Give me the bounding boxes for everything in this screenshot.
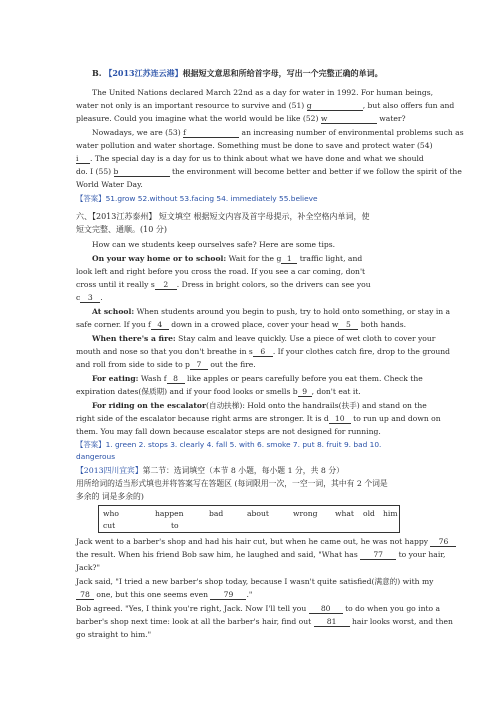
- blank-number: 2: [163, 280, 169, 289]
- blank-number: 80: [320, 604, 331, 613]
- para-line: [76, 617, 453, 627]
- para-line: [92, 307, 450, 317]
- word-bank-item: him: [383, 509, 398, 518]
- para-line: The United Nations declared March 22nd as a day for water in 1992. For human beings,: [92, 88, 434, 97]
- blank-9[interactable]: [298, 387, 312, 397]
- blank-80[interactable]: [309, 604, 343, 614]
- text: Jack went to a barber's shop and had his hair cut, but when he came out, he was not happy: [76, 537, 431, 546]
- heading-source: 【2013四川宜宾】: [76, 466, 143, 475]
- blank-number: 79: [223, 590, 234, 599]
- blank-51[interactable]: [307, 101, 363, 111]
- text: safe corner. If you f: [76, 320, 151, 329]
- section-b-heading: [92, 68, 383, 78]
- para-line: [76, 387, 361, 397]
- para-line: [76, 604, 440, 614]
- text: expiration dates(保质期) and if your food looks or smells b: [76, 387, 298, 396]
- para-line: World Water Day.: [76, 180, 143, 189]
- hint-letter: w: [320, 114, 328, 123]
- blank-number: 76: [438, 537, 449, 546]
- text: .: [100, 293, 103, 302]
- hint-letter: g: [306, 101, 312, 110]
- para-line: [76, 114, 406, 124]
- para-line: [76, 320, 406, 330]
- word-bank-box: [98, 505, 400, 533]
- text: an increasing number of environmental problems such as: [239, 128, 464, 137]
- blank-number: 77: [373, 550, 383, 559]
- para-line: [76, 101, 454, 111]
- word-bank-item: to: [171, 521, 179, 530]
- heading-source: 【2013江苏连云港】: [104, 68, 183, 78]
- word-bank-item: cut: [103, 521, 116, 530]
- text: (自动扶梯): Hold onto the handrails(扶手) and stand on the: [206, 401, 427, 410]
- word-bank-item: old: [363, 509, 375, 518]
- blank-78[interactable]: [76, 590, 94, 600]
- para-line: [76, 293, 103, 303]
- para-line: [76, 550, 445, 560]
- text: like apples or pears carefully before you eat them. Check the: [184, 374, 423, 383]
- answer-key-b: 【答案】51.grow 52.without 53.facing 54. immediately 55.believe: [76, 194, 318, 203]
- blank-number: 78: [80, 590, 90, 599]
- answer-key-six-cont: dangerous: [76, 452, 116, 461]
- text: the environment will become better and better if we follow the spirit of the: [169, 167, 462, 176]
- blank-79[interactable]: [210, 590, 246, 600]
- blank-7[interactable]: [190, 360, 208, 370]
- text: down in a crowed place, cover your head w: [168, 320, 339, 329]
- para-line: [92, 401, 427, 411]
- blank-54[interactable]: [76, 154, 90, 164]
- text: When students around you begin to push, try to hold onto something, or stay in a: [134, 307, 451, 316]
- section-sc-heading: [76, 466, 344, 476]
- para-line: [92, 254, 362, 264]
- heading-prefix: B.: [92, 68, 105, 78]
- blank-10[interactable]: [329, 414, 351, 424]
- word-bank-item: what: [335, 509, 354, 518]
- text: . If your clothes catch fire, drop to the ground: [272, 347, 451, 356]
- text: traffic light, and: [297, 254, 363, 263]
- text: Stay calm and leave quickly. Use a piece of wet cloth to cover your: [175, 334, 436, 343]
- text: water?: [376, 114, 406, 123]
- word-bank-item: happen: [155, 509, 184, 518]
- text: cross until it really s: [76, 280, 155, 289]
- text: to run up and down on: [350, 414, 441, 423]
- word-bank-item: who: [103, 509, 119, 518]
- blank-number: 7: [196, 360, 202, 369]
- blank-number: 6: [260, 347, 266, 356]
- para-line: water pollution and water shortage. Something must be done to save and protect water (54): [76, 141, 433, 150]
- para-line: Jack said, "I tried a new barber's shop today, because I wasn't quite satisfied(满意的) with my: [76, 577, 434, 586]
- hint-letter: b: [113, 167, 119, 176]
- text: do. I (55): [76, 167, 114, 176]
- para-line: [76, 347, 450, 357]
- para-line: [76, 414, 441, 424]
- text: Bob agreed. "Yes, I think you're right, Jack. Now I'll tell you: [76, 604, 309, 613]
- heading-text: 根据短文意思和所给首字母，写出一个完整正确的单词。: [182, 68, 383, 78]
- blank-number: 8: [173, 374, 178, 383]
- text: to your hair,: [396, 550, 446, 559]
- text: out the fire.: [207, 360, 256, 369]
- word-bank-item: wrong: [293, 509, 318, 518]
- blank-4[interactable]: [151, 320, 169, 330]
- text: one, but this one seems even: [94, 590, 211, 599]
- para-line: [92, 128, 464, 138]
- blank-55[interactable]: [114, 167, 170, 177]
- text: , don't eat it.: [311, 387, 361, 396]
- heading-text: 第二节：选词填空（本节 8 小题，每小题 1 分，共 8 分）: [142, 466, 344, 475]
- answer-key-six: 【答案】1. green 2. stops 3. clearly 4. fall 5. with 6. smoke 7. put 8. fruit 9. bad 10.: [76, 440, 382, 449]
- word-bank-item: about: [247, 509, 269, 518]
- para-line: [76, 537, 456, 547]
- text: right side of the escalator because right arms are stronger. It is d: [76, 414, 329, 423]
- instruction-line: 多余的 词是多余的): [76, 492, 144, 501]
- bold-lead: For eating:: [92, 374, 139, 383]
- blank-53[interactable]: [183, 128, 239, 138]
- hint-letter: i: [76, 154, 79, 163]
- para-line: [76, 360, 256, 370]
- text: the result. When his friend Bob saw him, he laughed and said, "What has: [76, 550, 361, 559]
- para-line: How can we students keep ourselves safe? Here are some tips.: [92, 240, 336, 249]
- text: . The special day is a day for us to think about what we have done and what we should: [90, 154, 424, 163]
- blank-number: 81: [326, 617, 337, 626]
- blank-8[interactable]: [167, 374, 185, 384]
- text: and roll from side to side to p: [76, 360, 190, 369]
- text: c: [76, 293, 81, 302]
- blank-number: 9: [302, 387, 308, 396]
- blank-number: 5: [345, 320, 351, 329]
- instruction-line: 用所给词的适当形式填也并将答案写在答题区 (每词限用一次，一空一词，其中有 2 个词是: [76, 479, 388, 488]
- para-line: [92, 334, 435, 344]
- word-bank-item: bad: [209, 509, 224, 518]
- blank-2[interactable]: [155, 280, 177, 290]
- blank-number: 1: [286, 254, 292, 263]
- blank-6[interactable]: [253, 347, 273, 357]
- text: pleasure. Could you imagine what the world would be like (52): [76, 114, 321, 123]
- text: Wait for the g: [226, 254, 282, 263]
- blank-5[interactable]: [338, 320, 358, 330]
- blank-1[interactable]: [281, 254, 297, 264]
- blank-number: 10: [334, 414, 345, 423]
- para-line: them. You may fall down because escalator steps are not designed for running.: [76, 427, 381, 436]
- heading-text: 六、【2013江苏泰州】 短文填空 根据短文内容及首字母提示，补全空格内单词，使: [76, 212, 370, 221]
- blank-77[interactable]: [360, 550, 396, 560]
- para-line: [76, 167, 462, 177]
- blank-number: 4: [157, 320, 163, 329]
- bold-lead: For riding on the escalator: [92, 401, 207, 410]
- text: Nowadays, we are (53): [92, 128, 184, 137]
- text: . Dress in bright colors, so the drivers can see you: [176, 280, 371, 289]
- blank-76[interactable]: [430, 537, 456, 547]
- para-line: [92, 374, 423, 384]
- bold-lead: When there's a fire:: [92, 334, 176, 343]
- text: barber's shop next time: look at all the barber's hair, find out: [76, 617, 314, 626]
- blank-number: 3: [87, 293, 93, 302]
- blank-52[interactable]: [321, 114, 377, 124]
- text: to do when you go into a: [342, 604, 441, 613]
- bold-lead: At school:: [92, 307, 135, 316]
- text: .": [246, 590, 253, 599]
- para-line: look left and right before you cross the road. If you see a car coming, don't: [76, 267, 366, 276]
- blank-3[interactable]: [80, 293, 103, 303]
- text: , but also offers fun and: [362, 101, 455, 110]
- hint-letter: f: [183, 128, 186, 137]
- text: mouth and nose so that you don't breathe in s: [76, 347, 253, 356]
- text: Wash f: [138, 374, 167, 383]
- para-line: go straight to him.": [76, 630, 152, 639]
- section-six-heading: [76, 212, 369, 222]
- text: water not only is an important resource to survive and (51): [76, 101, 307, 110]
- bold-lead: On your way home or to school:: [92, 254, 227, 263]
- para-line: [76, 590, 252, 600]
- para-line: Jack?": [76, 563, 100, 572]
- para-line: [76, 280, 371, 290]
- section-six-heading-2: 短文完整、通顺。(10 分): [76, 225, 167, 234]
- blank-81[interactable]: [314, 617, 350, 627]
- text: hair looks worst, and then: [349, 617, 453, 626]
- text: both hands.: [358, 320, 407, 329]
- para-line: [76, 154, 424, 164]
